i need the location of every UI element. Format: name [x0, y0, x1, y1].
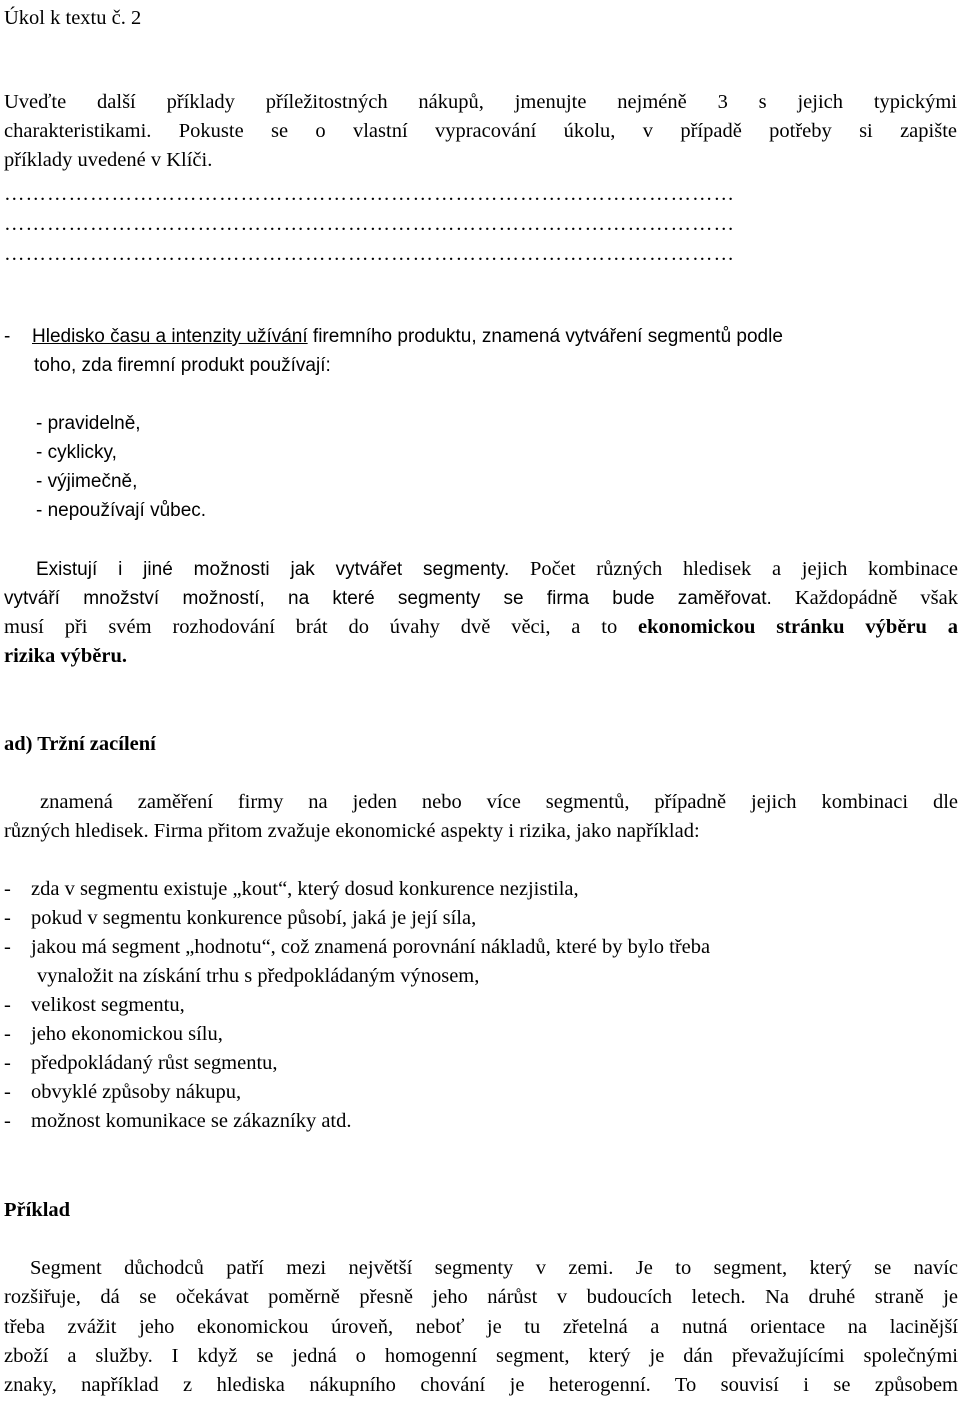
usage-item: - cyklicky,	[36, 442, 117, 463]
aspect-dash: -	[4, 994, 11, 1016]
aspect-dash: -	[4, 936, 11, 958]
aspect-item-cont: vynaložit na získání trhu s předpokládaným výnosem,	[37, 965, 480, 987]
ad-heading: ad) Tržní zacílení	[4, 733, 156, 755]
aspect-dash: -	[4, 1081, 11, 1103]
time-criterion-term: Hledisko času a intenzity užívání	[32, 326, 308, 347]
answer-dots: …………………………………………………………………………………………	[4, 213, 735, 235]
aspect-item: jeho ekonomickou sílu,	[31, 1023, 223, 1045]
segments-line-2: vytváří množství možností, na které segmenty se firma bude zaměřovat. Každopádně však	[4, 587, 958, 609]
segments-line-4: rizika výběru.	[4, 645, 127, 667]
time-criterion-dash: -	[4, 326, 11, 347]
aspect-item: jakou má segment „hodnotu“, což znamená porovnání nákladů, které by bylo třeba	[31, 936, 711, 958]
task-line: příklady uvedené v Klíči.	[4, 149, 213, 171]
time-criterion-line2: toho, zda firemní produkt používají:	[34, 355, 331, 376]
aspect-item: velikost segmentu,	[31, 994, 185, 1016]
usage-item: - pravidelně,	[36, 413, 141, 434]
aspect-item: zda v segmentu existuje „kout“, který dosud konkurence nezjistila,	[31, 878, 579, 900]
answer-dots: …………………………………………………………………………………………	[4, 243, 735, 265]
task-title: Úkol k textu č. 2	[4, 7, 142, 29]
segments-line-1: Existují i jiné možnosti jak vytvářet segmenty. Počet různých hledisek a jejich kombinace	[36, 558, 958, 580]
aspect-item: obvyklé způsoby nákupu,	[31, 1081, 242, 1103]
aspect-dash: -	[4, 907, 11, 929]
ad-para-line-1: znamená zaměření firmy na jeden nebo více segmentů, případně jejich kombinaci dle	[40, 791, 958, 813]
example-heading: Příklad	[4, 1199, 71, 1221]
time-criterion-line	[32, 322, 783, 351]
aspect-dash: -	[4, 878, 11, 900]
example-line: zboží a služby. I když se jedná o homogenní segment, který je dán převažujícími společnými	[4, 1345, 958, 1367]
answer-dots: …………………………………………………………………………………………	[4, 183, 735, 205]
aspect-item: pokud v segmentu konkurence působí, jaká je její síla,	[31, 907, 477, 929]
segments-line-3: musí při svém rozhodování brát do úvahy dvě věci, a to ekonomickou stránku výběru a	[4, 616, 959, 638]
usage-item: - nepoužívají vůbec.	[36, 500, 207, 521]
aspect-item: předpokládaný růst segmentu,	[31, 1052, 278, 1074]
aspect-dash: -	[4, 1110, 11, 1132]
example-line: třeba zvážit jeho ekonomickou úroveň, neboť je tu zřetelná a nutná orientace na lacinější	[4, 1316, 958, 1338]
aspect-item: možnost komunikace se zákazníky atd.	[31, 1110, 352, 1132]
example-line: znaky, například z hlediska nákupního chování je heterogenní. To souvisí i se způsobem	[4, 1374, 958, 1396]
time-criterion-rest: firemního produktu, znamená vytváření segmentů podle	[307, 326, 783, 347]
example-line: rozšiřuje, dá se očekávat poměrně přesně jeho nárůst v budoucích letech. Na druhé straně je	[4, 1286, 958, 1308]
task-line: Uveďte další příklady příležitostných nákupů, jmenujte nejméně 3 s jejich typickými	[4, 91, 957, 113]
ad-para-line-2: různých hledisek. Firma přitom zvažuje ekonomické aspekty i rizika, jako například:	[4, 820, 700, 842]
usage-item: - výjimečně,	[36, 471, 138, 492]
aspect-dash: -	[4, 1052, 11, 1074]
aspect-dash: -	[4, 1023, 11, 1045]
example-line: Segment důchodců patří mezi největší segmenty v zemi. Je to segment, který se navíc	[30, 1257, 958, 1279]
task-line: charakteristikami. Pokuste se o vlastní vypracování úkolu, v případě potřeby si zapište	[4, 120, 957, 142]
